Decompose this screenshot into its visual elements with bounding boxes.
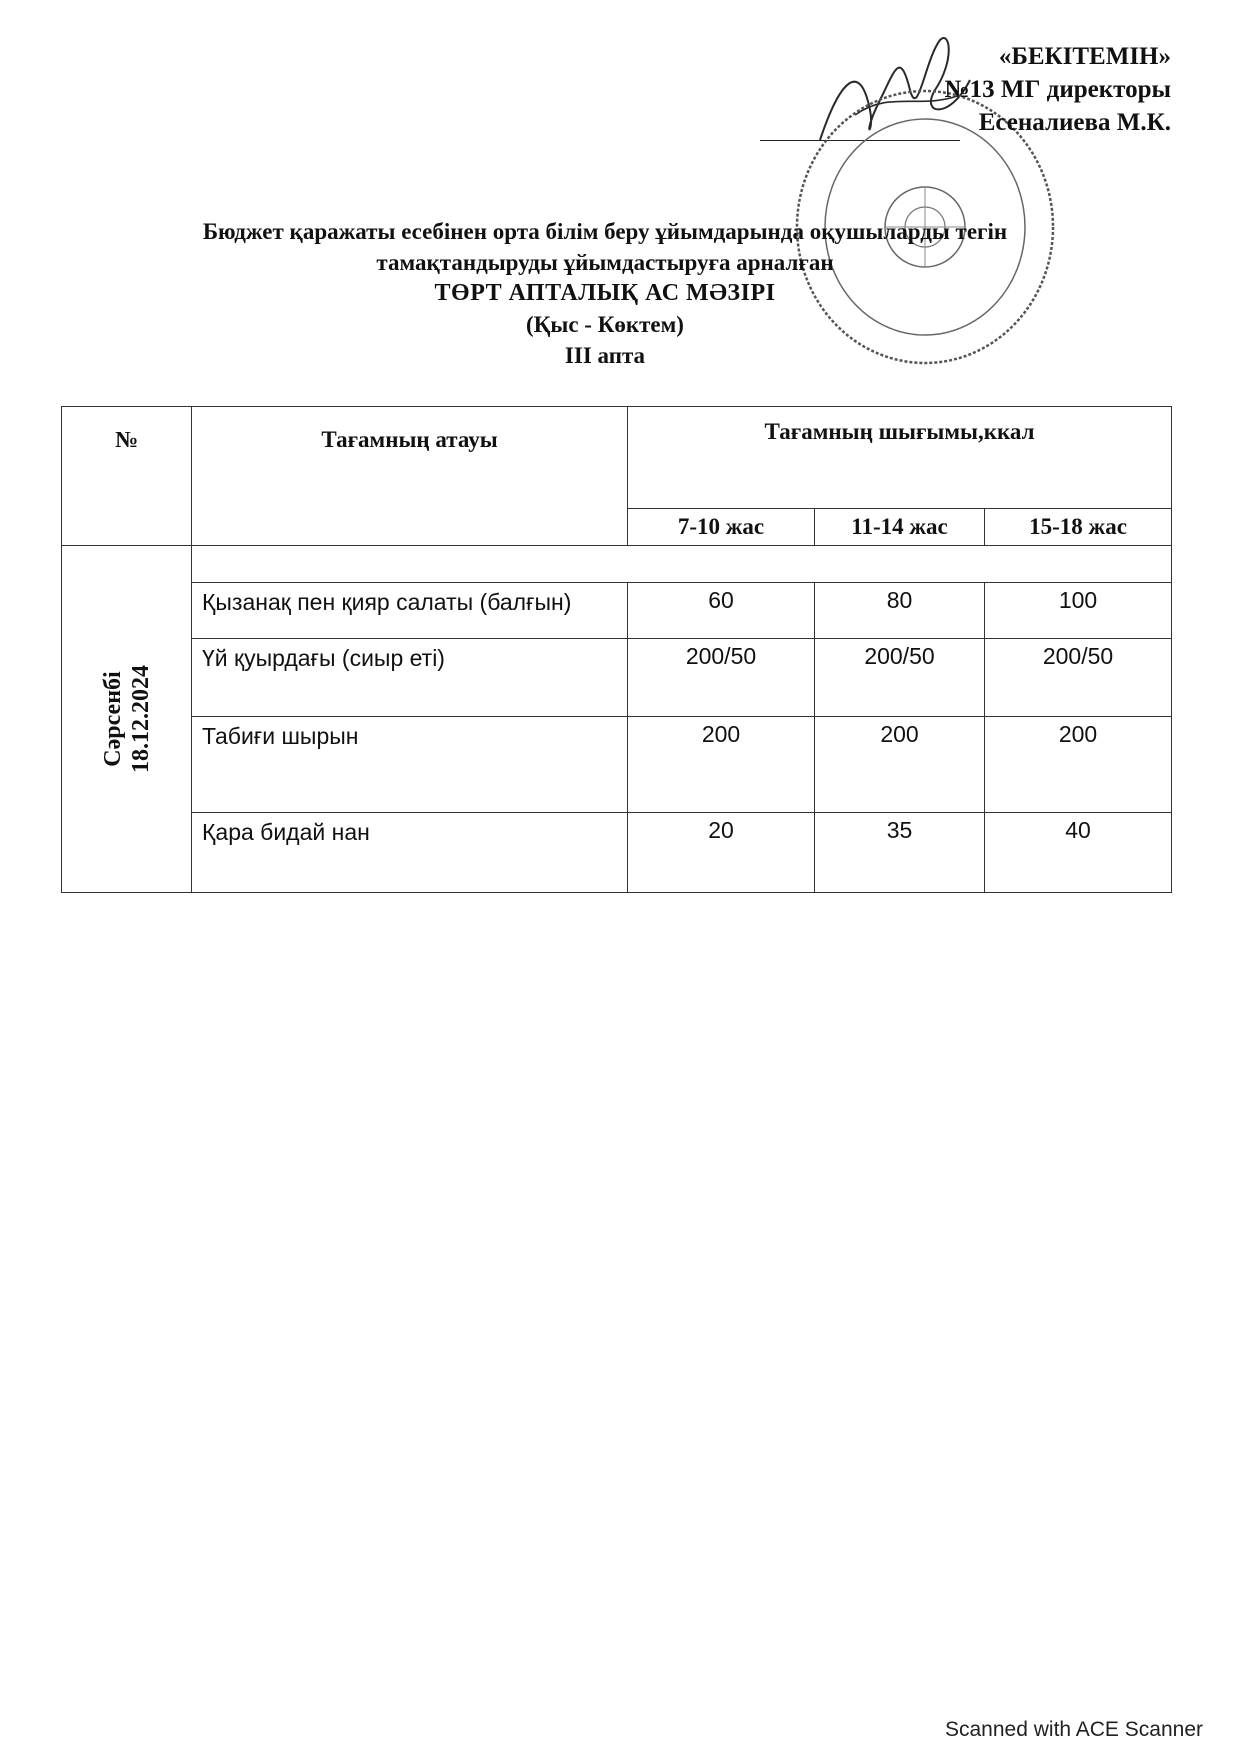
scanner-watermark: Scanned with ACE Scanner	[945, 1718, 1203, 1741]
value-7-10: 200/50	[628, 639, 815, 717]
header-age-11-14: 11-14 жас	[815, 508, 985, 545]
dish-name: Қызанақ пен қияр салаты (балғын)	[192, 583, 628, 639]
value-11-14: 35	[815, 813, 985, 893]
value-11-14: 80	[815, 583, 985, 639]
title-line-3: ТӨРТ АПТАЛЫҚ АС МӘЗІРІ	[434, 280, 776, 306]
table-row	[62, 813, 1172, 893]
day-name: Сәрсенбі	[99, 671, 126, 767]
dish-name: Қара бидай нан	[192, 813, 628, 893]
header-age-7-10: 7-10 жас	[628, 508, 815, 545]
dish-name: Үй қуырдағы (сиыр еті)	[192, 639, 628, 717]
value-11-14: 200	[815, 717, 985, 813]
value-11-14: 200/50	[815, 639, 985, 717]
blank-row	[192, 546, 1172, 583]
table-row	[62, 583, 1172, 639]
approval-block	[651, 40, 1171, 139]
approval-header: «БЕКІТЕМІН»	[998, 43, 1171, 70]
value-7-10: 20	[628, 813, 815, 893]
title-line-2: тамақтандыруды ұйымдастыруға арналған	[376, 250, 834, 275]
header-age-15-18: 15-18 жас	[985, 508, 1172, 545]
header-kcal: Тағамның шығымы,ккал	[628, 407, 1172, 509]
value-15-18: 100	[985, 583, 1172, 639]
value-15-18: 200	[985, 717, 1172, 813]
value-7-10: 60	[628, 583, 815, 639]
title-line-1: Бюджет қаражаты есебінен орта білім беру ұйымдарында оқушыларды тегін	[202, 219, 1008, 244]
title-week: III апта	[564, 343, 646, 368]
header-dish-name: Тағамның атауы	[192, 407, 628, 546]
document-title	[100, 216, 1110, 371]
value-15-18: 40	[985, 813, 1172, 893]
title-season: (Қыс - Көктем)	[526, 312, 684, 337]
table-row	[62, 639, 1172, 717]
value-7-10: 200	[628, 717, 815, 813]
value-15-18: 200/50	[985, 639, 1172, 717]
header-number: №	[62, 407, 192, 546]
day-date: 18.12.2024	[127, 665, 154, 773]
day-label	[99, 665, 155, 773]
approval-person: Есеналиева М.К.	[978, 109, 1171, 136]
day-cell	[62, 546, 192, 893]
table-row	[62, 717, 1172, 813]
approval-position: №13 МГ директоры	[944, 76, 1171, 103]
menu-table	[61, 406, 1172, 893]
dish-name: Табиғи шырын	[192, 717, 628, 813]
